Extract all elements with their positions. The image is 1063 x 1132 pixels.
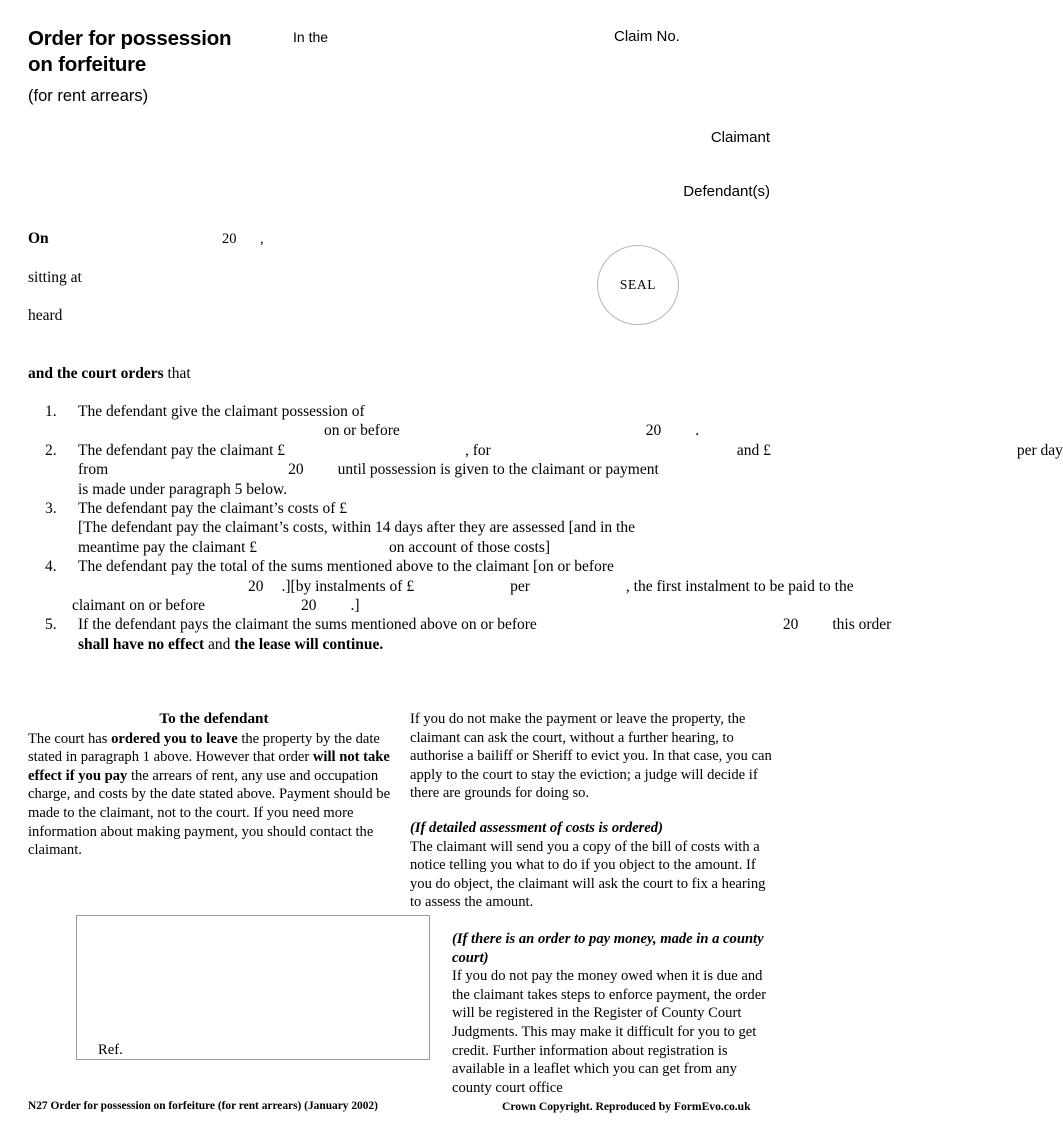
order-2-text-2: , for bbox=[465, 441, 491, 459]
ref-label: Ref. bbox=[98, 1042, 123, 1058]
order-item-2 bbox=[0, 441, 1063, 499]
order-5-bold-2: the lease will continue. bbox=[234, 635, 384, 653]
on-year-prefix: 20 bbox=[222, 231, 237, 247]
order-5-year: 20 bbox=[782, 616, 799, 634]
order-1-year: 20 bbox=[645, 422, 662, 440]
defendant-notes-part-2: the property by the date stated in paragraph 1 above. However that order bbox=[28, 730, 380, 766]
order-item-3 bbox=[0, 499, 800, 557]
form-title-line2: on forfeiture bbox=[28, 53, 147, 76]
on-label-text: On bbox=[28, 230, 49, 247]
reference-box[interactable] bbox=[76, 915, 430, 1060]
order-4-text-2: .][by instalments of £ bbox=[281, 577, 415, 595]
form-subtitle: (for rent arrears) bbox=[28, 87, 149, 105]
form-title-line1: Order for possession bbox=[28, 27, 232, 50]
order-1-line-1 bbox=[78, 402, 800, 421]
court-orders-intro-bold: and the court orders bbox=[28, 365, 164, 382]
order-4-per: per bbox=[510, 577, 530, 595]
order-4-text-1: The defendant pay the total of the sums mentioned above to the claimant [on or before bbox=[78, 558, 614, 576]
order-number-3: 3. bbox=[45, 500, 57, 518]
on-label bbox=[28, 230, 49, 248]
order-5-bold-1: shall have no effect bbox=[78, 635, 205, 653]
order-2-text-3: and £ bbox=[736, 441, 771, 459]
defendant-notes-right bbox=[410, 710, 772, 912]
county-court-paragraph: If you do not pay the money owed when it is due and the claimant takes steps to enforce payment, the order will be registered in the Register of County Court Judgments. This may make it difficult for you to get credit. Further information about registration is available in a leaflet which you can get from any county court office bbox=[452, 968, 767, 1096]
order-2-text-5: until possession is given to the claimant or payment bbox=[337, 461, 659, 479]
defendant-notes-bold-2: will not take effect if you pay bbox=[28, 749, 390, 784]
order-1-period: . bbox=[695, 422, 700, 440]
order-2-text-4: per day bbox=[1016, 441, 1063, 459]
court-orders-intro-rest: that bbox=[163, 365, 191, 382]
defendant-notes-part-3: the arrears of rent, any use and occupation charge, and costs by the date stated above. Payment should be made to the claimant, not to the court. If you need more information about making payment, you should contact the claimant. bbox=[28, 767, 391, 859]
form-title bbox=[28, 26, 308, 78]
order-1-line-2 bbox=[78, 421, 800, 440]
footer-copyright: Crown Copyright. Reproduced by FormEvo.co.uk bbox=[502, 1100, 751, 1113]
court-orders-intro bbox=[28, 365, 191, 383]
order-item-4 bbox=[0, 557, 854, 615]
defendant-notes-part-1: The court has bbox=[28, 730, 112, 747]
order-3-text-1: The defendant pay the claimant’s costs of £ bbox=[78, 500, 348, 518]
order-3-text-3: meantime pay the claimant £ bbox=[78, 538, 258, 556]
detailed-assessment-heading: (If detailed assessment of costs is ordered) bbox=[410, 819, 663, 836]
order-item-5 bbox=[0, 615, 892, 654]
order-5-text-2: this order bbox=[832, 616, 892, 634]
order-2-line-3 bbox=[78, 480, 800, 499]
order-2-text-6: is made under paragraph 5 below. bbox=[78, 480, 288, 498]
order-3-line-2 bbox=[78, 518, 800, 537]
seal-text: SEAL bbox=[619, 277, 657, 292]
county-court-notes bbox=[452, 930, 774, 1097]
claimant-label: Claimant bbox=[710, 129, 770, 146]
on-comma: , bbox=[260, 231, 264, 247]
order-3-text-4: on account of those costs] bbox=[389, 538, 551, 556]
sitting-at-label: sitting at bbox=[28, 269, 82, 286]
to-the-defendant-heading: To the defendant bbox=[159, 710, 269, 727]
order-4-text-4: claimant on or before bbox=[72, 597, 205, 615]
defendant-notes-paragraph bbox=[28, 730, 400, 860]
claim-no-label: Claim No. bbox=[614, 28, 680, 45]
order-1-text-2: on or before bbox=[324, 422, 400, 440]
order-5-and: and bbox=[204, 635, 235, 653]
heard-label: heard bbox=[28, 307, 63, 324]
order-4-year-1: 20 bbox=[248, 577, 264, 595]
court-seal bbox=[597, 245, 679, 325]
order-3-text-2: [The defendant pay the claimant’s costs, within 14 days after they are assessed [and in the bbox=[78, 519, 635, 537]
order-1-text-1: The defendant give the claimant possession of bbox=[78, 403, 365, 420]
order-number-1: 1. bbox=[45, 403, 57, 420]
detailed-assessment-paragraph: The claimant will send you a copy of the bill of costs with a notice telling you what to do if you object to the amount. If you do object, the claimant will ask the court to fix a hearing to assess the amount. bbox=[410, 838, 766, 911]
order-5-text-1: If the defendant pays the claimant the sums mentioned above on or before bbox=[78, 616, 537, 634]
order-3-line-1 bbox=[78, 499, 800, 518]
order-2-from: from bbox=[78, 461, 109, 479]
order-4-text-3: , the first instalment to be paid to the bbox=[625, 577, 854, 595]
order-2-line-1 bbox=[78, 441, 1063, 460]
order-2-line-2 bbox=[78, 460, 800, 479]
order-3-line-3 bbox=[78, 538, 800, 557]
eviction-paragraph: If you do not make the payment or leave the property, the claimant can ask the court, without a further hearing, to authorise a bailiff or Sheriff to evict you. In that case, you can apply to the court to stay the eviction; a judge will decide if there are grounds for doing so. bbox=[410, 711, 772, 802]
order-5-line-1 bbox=[78, 615, 892, 634]
order-number-4: 4. bbox=[45, 558, 57, 576]
order-number-5: 5. bbox=[45, 616, 57, 634]
in-the-label: In the bbox=[293, 29, 329, 45]
order-number-2: 2. bbox=[45, 441, 57, 459]
order-4-year-2: 20 bbox=[300, 597, 317, 615]
order-2-year: 20 bbox=[288, 461, 304, 479]
orders-list bbox=[0, 402, 1063, 654]
order-4-text-5: .] bbox=[350, 597, 360, 615]
order-4-line-1 bbox=[78, 557, 800, 576]
order-2-text-1: The defendant pay the claimant £ bbox=[78, 441, 286, 459]
order-item-1 bbox=[0, 402, 800, 441]
county-court-heading: (If there is an order to pay money, made in a county court) bbox=[452, 931, 764, 966]
defendant-notes-left bbox=[28, 710, 400, 860]
footer-form-code: N27 Order for possession on forfeiture (for rent arrears) (January 2002) bbox=[28, 1100, 378, 1112]
order-5-line-2 bbox=[78, 635, 800, 654]
order-4-line-2 bbox=[78, 577, 854, 596]
defendant-label: Defendant(s) bbox=[683, 183, 770, 200]
defendant-notes-bold-1: ordered you to leave bbox=[111, 730, 238, 747]
order-4-line-3 bbox=[72, 596, 800, 615]
